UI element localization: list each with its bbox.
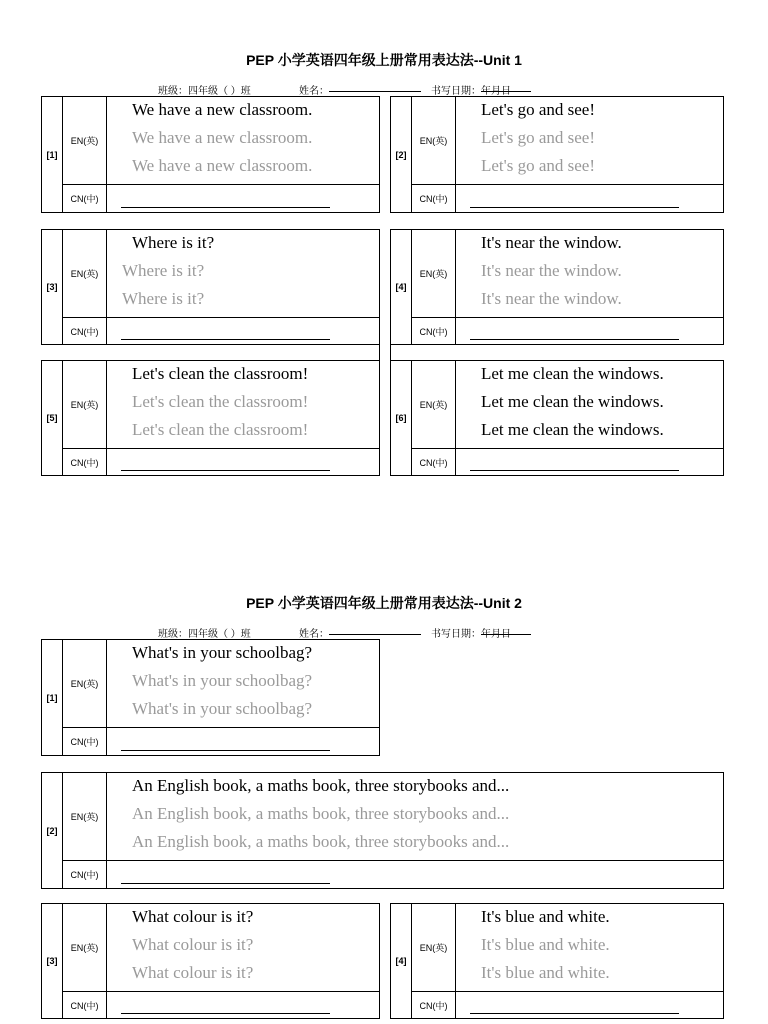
cn-label: CN(中): [412, 184, 456, 212]
translation-field[interactable]: [107, 727, 379, 755]
trace-sentence: An English book, a maths book, three storybooks and...: [132, 804, 510, 823]
item-number: [2]: [42, 773, 63, 888]
trace-sentence: Where is it?: [122, 261, 205, 280]
exercise-card-1: [41, 639, 380, 756]
cn-label: CN(中): [63, 727, 107, 755]
model-sentence: We have a new classroom.: [132, 100, 313, 119]
trace-sentence: Let's go and see!: [481, 128, 595, 147]
translation-field[interactable]: [107, 860, 723, 888]
model-sentence: An English book, a maths book, three storybooks and...: [132, 776, 510, 795]
answer-line: [470, 470, 679, 471]
exercise-card-4: [390, 903, 724, 1019]
item-number: [1]: [42, 97, 63, 212]
exercise-card-2: [41, 772, 724, 889]
item-number: [1]: [42, 640, 63, 755]
exercise-card-1: [41, 96, 380, 213]
translation-field[interactable]: [107, 448, 379, 475]
class-label: 班级：四年级（ ）班: [158, 86, 251, 97]
cn-label: CN(中): [63, 184, 107, 212]
date-label: 书写日期： 年 月 日: [431, 625, 511, 640]
item-number: [4]: [391, 230, 412, 344]
trace-sentence: What colour is it?: [132, 935, 254, 954]
en-label: EN(英): [63, 773, 107, 860]
en-label: EN(英): [412, 230, 456, 317]
connector-line: [379, 344, 380, 360]
translation-field[interactable]: [456, 991, 723, 1018]
trace-sentence: Let's clean the classroom!: [132, 392, 309, 411]
trace-sentence: Let me clean the windows.: [481, 420, 664, 439]
item-number: [6]: [391, 361, 412, 475]
trace-sentence: Where is it?: [122, 289, 205, 308]
item-number: [3]: [42, 230, 63, 344]
answer-line: [121, 339, 330, 340]
trace-sentence: It's near the window.: [481, 261, 622, 280]
en-label: EN(英): [412, 361, 456, 448]
trace-sentence: What's in your schoolbag?: [132, 699, 313, 718]
cn-label: CN(中): [63, 860, 107, 888]
en-label: EN(英): [63, 640, 107, 727]
connector-line: [390, 344, 391, 360]
trace-sentence: What colour is it?: [132, 963, 254, 982]
answer-line: [121, 750, 330, 751]
item-number: [2]: [391, 97, 412, 212]
cn-label: CN(中): [63, 317, 107, 344]
answer-line: [470, 1013, 679, 1014]
exercise-card-3: [41, 903, 380, 1019]
date-label: 书写日期： 年 月 日: [431, 82, 511, 97]
en-label: EN(英): [63, 97, 107, 184]
model-sentence: It's blue and white.: [481, 907, 610, 926]
trace-sentence: We have a new classroom.: [132, 156, 313, 175]
translation-field[interactable]: [107, 991, 379, 1018]
item-number: [3]: [42, 904, 63, 1018]
exercise-card-6: [390, 360, 724, 476]
cn-label: CN(中): [412, 991, 456, 1018]
trace-sentence: We have a new classroom.: [132, 128, 313, 147]
cn-label: CN(中): [412, 448, 456, 475]
answer-line: [470, 339, 679, 340]
trace-sentence: It's blue and white.: [481, 963, 610, 982]
class-label: 班级：四年级（ ）班: [158, 629, 251, 640]
translation-field[interactable]: [107, 317, 379, 344]
translation-field[interactable]: [456, 448, 723, 475]
name-label: 姓名：: [299, 82, 329, 97]
answer-line: [121, 470, 330, 471]
model-sentence: It's near the window.: [481, 233, 622, 252]
cn-label: CN(中): [63, 448, 107, 475]
item-number: [5]: [42, 361, 63, 475]
translation-field[interactable]: [107, 184, 379, 212]
trace-sentence: What's in your schoolbag?: [132, 671, 313, 690]
exercise-card-4: [390, 229, 724, 345]
model-sentence: Let's clean the classroom!: [132, 364, 309, 383]
trace-sentence: It's near the window.: [481, 289, 622, 308]
exercise-card-2: [390, 96, 724, 213]
trace-sentence: Let's go and see!: [481, 156, 595, 175]
name-label: 姓名：: [299, 625, 329, 640]
trace-sentence: An English book, a maths book, three storybooks and...: [132, 832, 510, 851]
trace-sentence: Let me clean the windows.: [481, 392, 664, 411]
trace-sentence: It's blue and white.: [481, 935, 610, 954]
model-sentence: Where is it?: [132, 233, 215, 252]
exercise-card-5: [41, 360, 380, 476]
item-number: [4]: [391, 904, 412, 1018]
en-label: EN(英): [412, 904, 456, 991]
en-label: EN(英): [63, 904, 107, 991]
trace-sentence: Let's clean the classroom!: [132, 420, 309, 439]
answer-line: [121, 207, 330, 208]
answer-line: [121, 883, 330, 884]
model-sentence: Let me clean the windows.: [481, 364, 664, 383]
answer-line: [470, 207, 679, 208]
answer-line: [121, 1013, 330, 1014]
model-sentence: What colour is it?: [132, 907, 254, 926]
translation-field[interactable]: [456, 184, 723, 212]
exercise-card-3: [41, 229, 380, 345]
model-sentence: What's in your schoolbag?: [132, 643, 313, 662]
en-label: EN(英): [63, 361, 107, 448]
cn-label: CN(中): [412, 317, 456, 344]
en-label: EN(英): [412, 97, 456, 184]
model-sentence: Let's go and see!: [481, 100, 595, 119]
translation-field[interactable]: [456, 317, 723, 344]
cn-label: CN(中): [63, 991, 107, 1018]
en-label: EN(英): [63, 230, 107, 317]
unit1-title: PEP 小学英语四年级上册常用表达法--Unit 1: [246, 52, 522, 68]
unit2-title: PEP 小学英语四年级上册常用表达法--Unit 2: [246, 595, 522, 611]
